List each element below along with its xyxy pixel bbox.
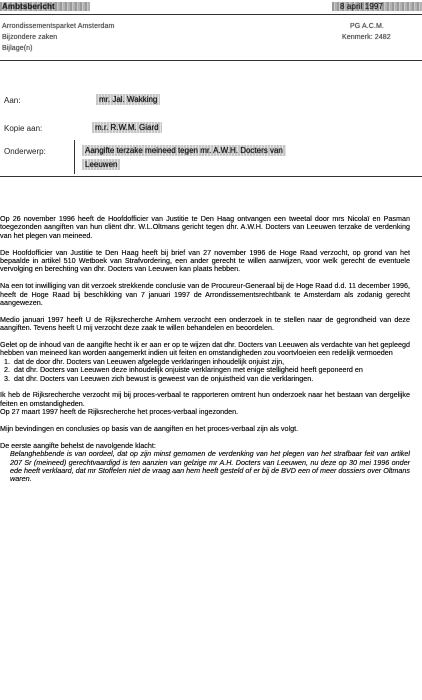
doc-date: 8 april 1997	[340, 2, 384, 11]
kopie-value-text: m.r. R.W.M. Giard	[92, 122, 162, 133]
paragraph-9: De eerste aangifte behelst de navolgende klacht:	[0, 440, 156, 450]
aan-value-text: mr. Jal. Wakking	[96, 94, 160, 105]
org-line-3: Bijlage(n)	[2, 45, 33, 52]
org-line-2: Bijzondere zaken	[2, 34, 58, 41]
aan-value	[96, 95, 160, 105]
paragraph-8: Mijn bevindingen en conclusies op basis van de aangiften en het proces-verbaal zijn als volgt.	[0, 424, 299, 434]
onderwerp-text-1: Aangifte terzake meineed tegen mr. A.W.H. Docters van	[82, 145, 286, 156]
list-item: 3. dat dhr. Docters van Leeuwen zich bewust is geweest van de onjuistheid van die verklaringen.	[12, 375, 410, 383]
list-item: 2. dat dhr. Docters van Leeuwen deze inhoudelijk onjuiste verklaringen met enige stelligheid heeft geponeerd en	[12, 366, 410, 374]
paragraph-2: De Hoofdofficier van Justitie te Den Haag heeft bij brief van 27 november 1996 de Hoge Raad verzocht, op grond van het bepaalde in artikel 510 Wetboek van Strafvordering, een ander gerecht te willen aanwijzen, voor welk gerecht de eventuele vervolging en berechting van dhr. Docters van Leeuwen kan plaats hebben.	[0, 247, 410, 274]
paragraph-3: Na een tot inwilliging van dit verzoek strekkende conclusie van de Procureur-Generaal bij de Hoge Raad d.d. 11 december 1996, heeft de Hoge Raad bij beschikking van 7 januari 1997 de Arrondissementsrechtbank te Amsterdam als zodanig gerecht aangewezen.	[0, 281, 410, 308]
onderwerp-text-2: Leeuwen	[82, 159, 120, 170]
ref-line-1: PG A.C.M.	[350, 23, 384, 30]
letterhead	[0, 0, 422, 205]
kopie-label: Kopie aan:	[4, 124, 43, 133]
paragraph-1: Op 26 november 1996 heeft de Hoofdofficier van Justitie te Den Haag ontvangen een tweetal door mrs Nicolaï en Pasman toegezonden aangiften van hun cliënt dhr. W.L.Oltmans gericht tegen dhr. A.W.H. Docters van Leeuwen terzake de verdenking van het plegen van meineed.	[0, 214, 410, 240]
aan-label: Aan:	[4, 96, 21, 105]
paragraph-6: Ik heb de Rijksrecherche verzocht mij bij proces-verbaal te rapporteren omtrent hun onderzoek naar het bestaan van dergelijke feiten en omstandigheden.	[0, 390, 410, 408]
org-line-1: Arrondissementsparket Amsterdam	[2, 23, 115, 30]
paragraph-7: Op 27 maart 1997 heeft de Rijksrecherche het proces-verbaal ingezonden.	[0, 407, 239, 417]
ref-line-2: Kenmerk: 2482	[342, 34, 391, 41]
header-rule-bottom	[0, 176, 422, 177]
paragraph-5: Gelet op de inhoud van de aangifte hecht ik er aan er op te wijzen dat dhr. Docters van Leeuwen als verdachte van het gepleegd hebben van meineed kan worden aangemerkt indien uit feiten en omstandigheden zou voortvloeien een redelijk vermoeden	[0, 340, 410, 358]
onderwerp-value-2	[82, 160, 120, 170]
onderwerp-value-1	[82, 146, 286, 156]
header-rule-top	[0, 14, 422, 15]
onderwerp-divider	[74, 140, 75, 174]
kopie-value	[92, 123, 162, 133]
letter-body	[0, 215, 410, 484]
onderwerp-label: Onderwerp:	[4, 147, 46, 156]
doc-type: Ambtsbericht	[2, 2, 55, 11]
list-item: 1. dat de door dhr. Docters van Leeuwen afgelegde verklaringen inhoudelijk onjuist zijn,	[12, 358, 410, 366]
paragraph-4: Medio januari 1997 heeft U de Rijksrecherche Arnhem verzocht een onderzoek in te stellen naar de gegrondheid van deze aangiften. Tevens heeft U mij verzocht deze zaak te willen behandelen en beoordelen.	[0, 314, 410, 333]
condition-list	[0, 358, 410, 383]
header-rule-mid	[0, 60, 422, 61]
complaint-quote: Belanghebbende is van oordeel, dat op zijn minst gemomen de verdenking van het plegen van het strafbaar feit van artikel 207 Sr (meineed) gerechtvaardigd is ten aanzien van gelzige mr A.H. Docters van Leeuwen, nu deze op 30 mei 1996 onder ede heeft verklaard, dat mr Stoffelen niet de vraag aan hem heeft gesteld of er bij de BVD een of meer dossiers over Oltmans waren.	[10, 449, 410, 484]
